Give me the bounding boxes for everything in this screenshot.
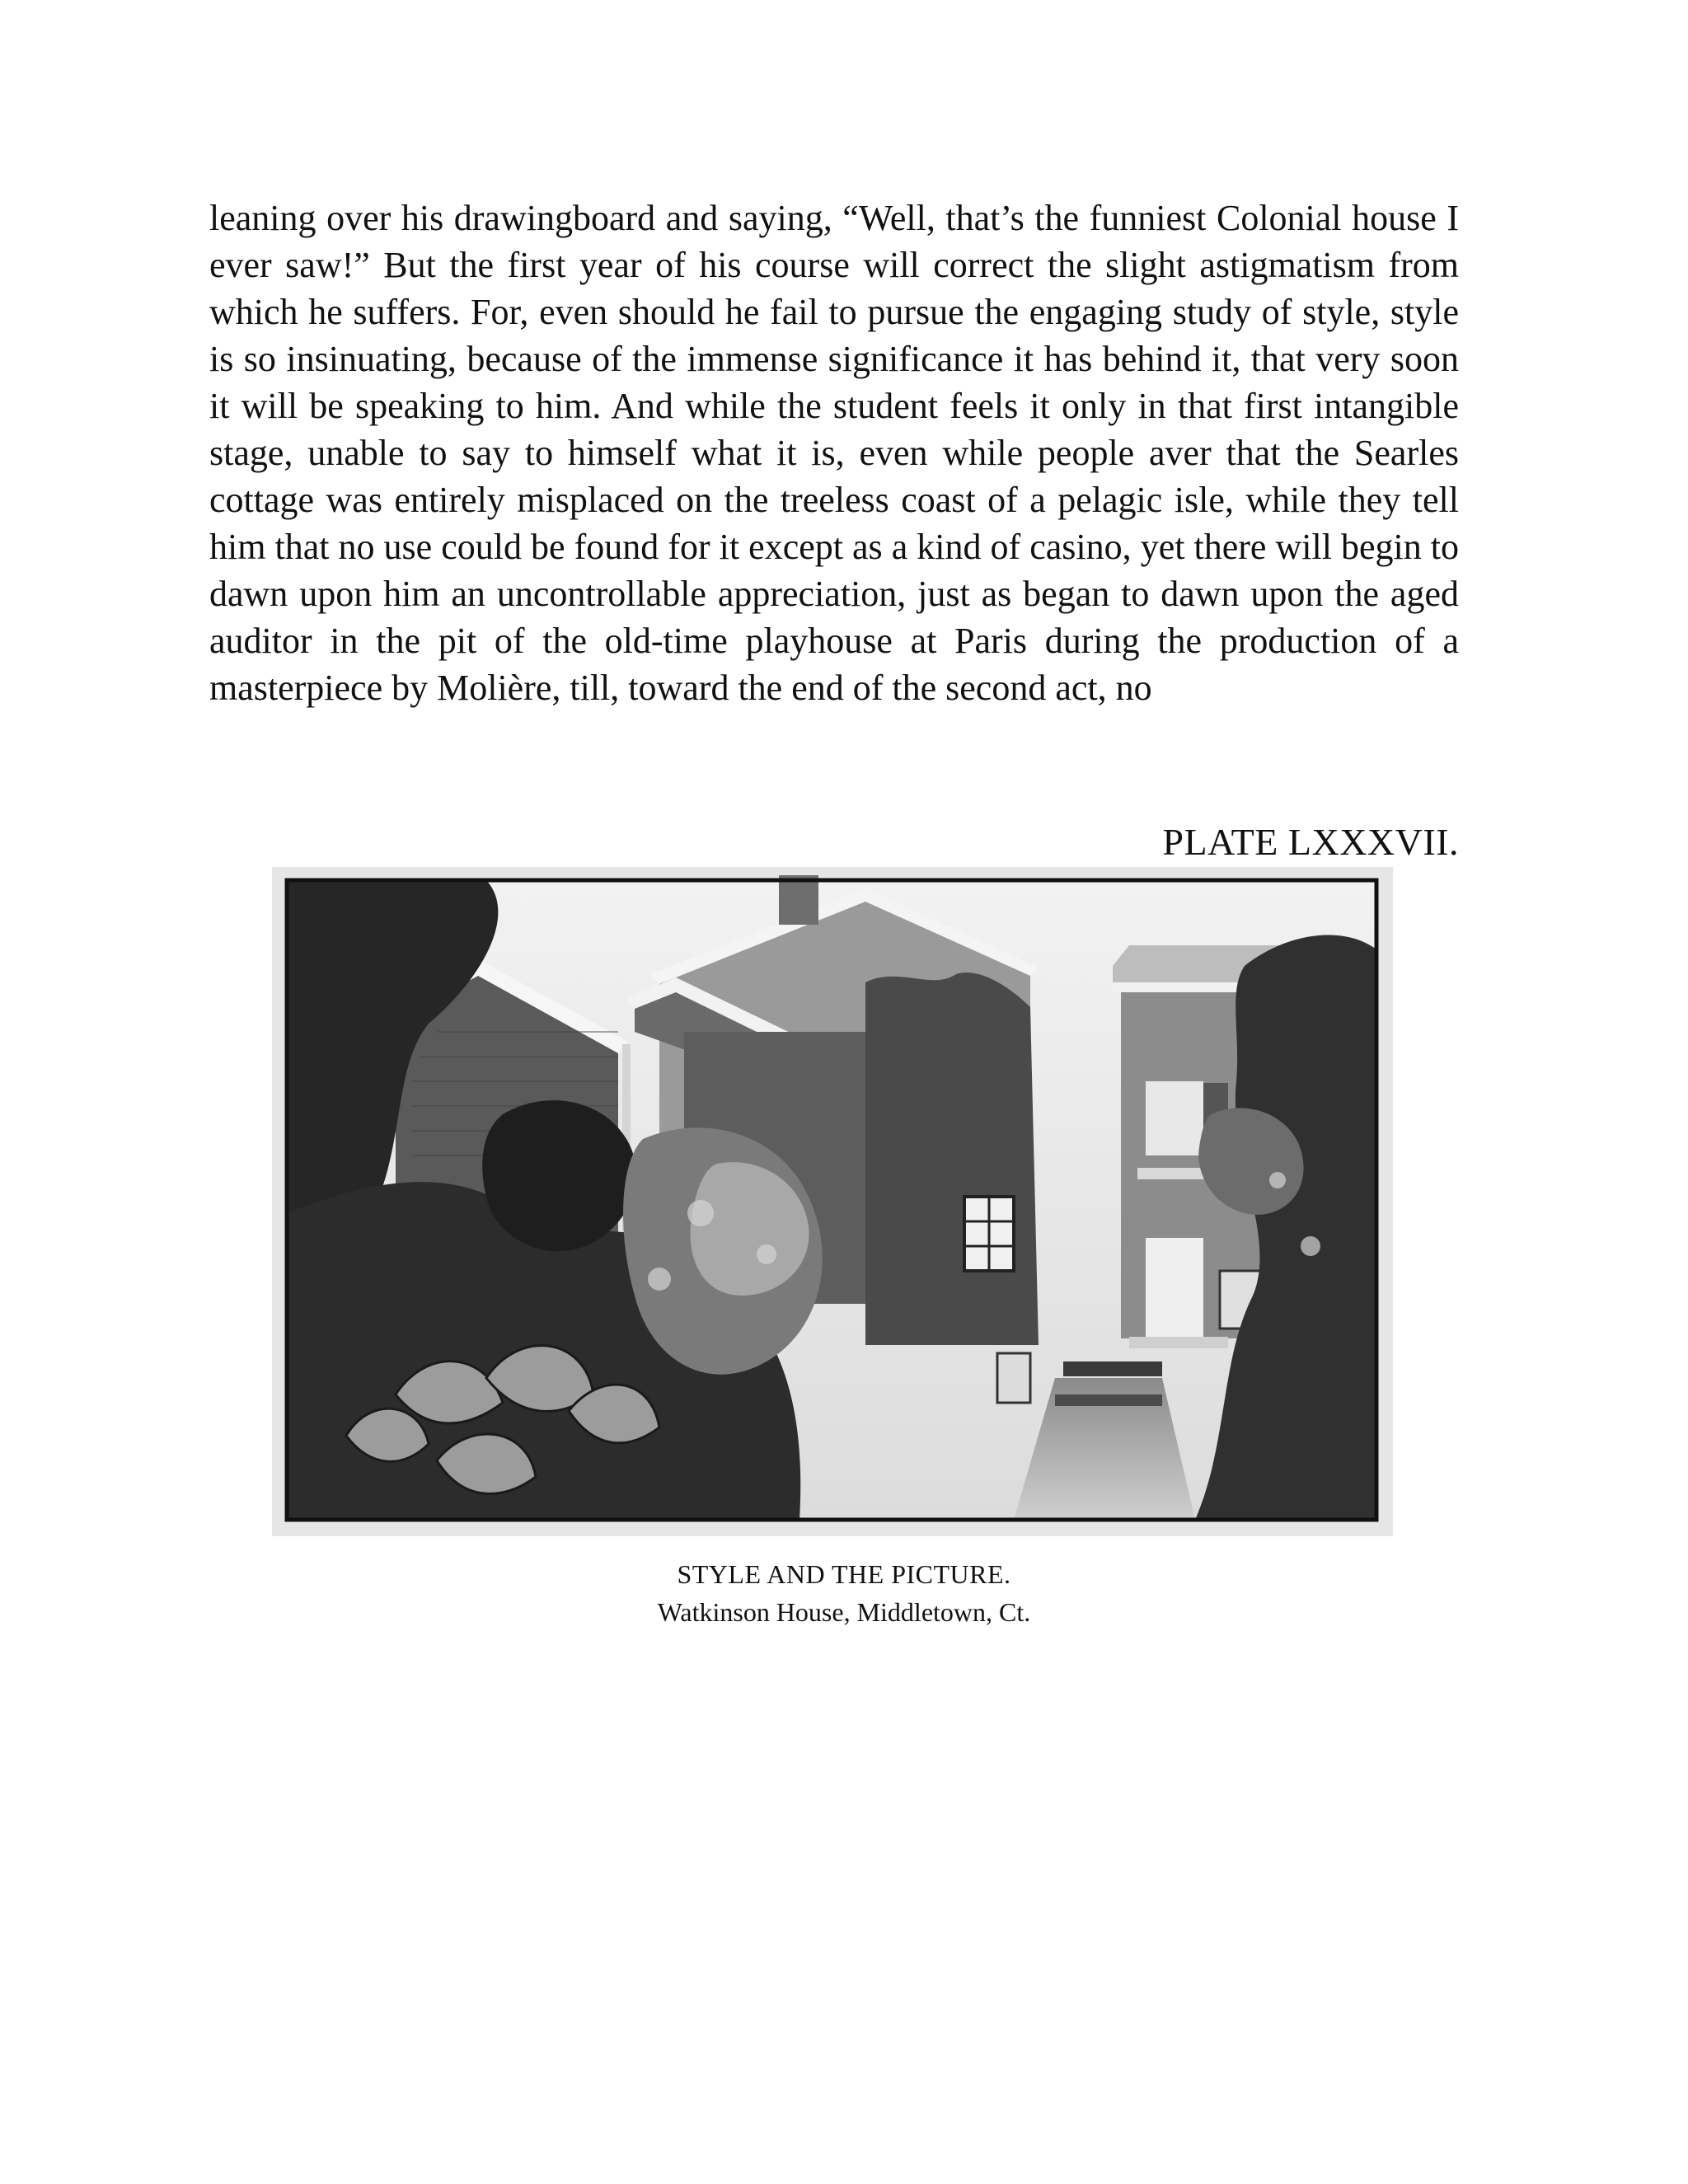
plate-label: PLATE LXXXVII. <box>1162 821 1459 863</box>
plate-photograph <box>272 867 1393 1536</box>
caption-title: STYLE AND THE PICTURE. <box>677 1559 1011 1589</box>
caption-subtitle: Watkinson House, Middletown, Ct. <box>657 1597 1031 1627</box>
body-paragraph: leaning over his drawingboard and saying, “Well, that’s the funniest Colonial house I ever saw!” But the first year of his course will correct the slight astigmatism from which he suffers. For, even should he fail to pursue the engaging study of style, style is so insinuating, because of the immense significance it has behind it, that very soon it will be speaking to him. And while the student feels it only in that first intangible stage, unable to say to himself what it is, even while people aver that the Searles cottage was entirely misplaced on the treeless coast of a pelagic isle, while they tell him that no use could be found for it except as a kind of casino, yet there will begin to dawn upon him an uncontrollable appreciation, just as began to dawn upon the aged auditor in the pit of the old-time playhouse at Paris during the production of a masterpiece by Molière, till, toward the end of the second act, no <box>209 198 1459 708</box>
